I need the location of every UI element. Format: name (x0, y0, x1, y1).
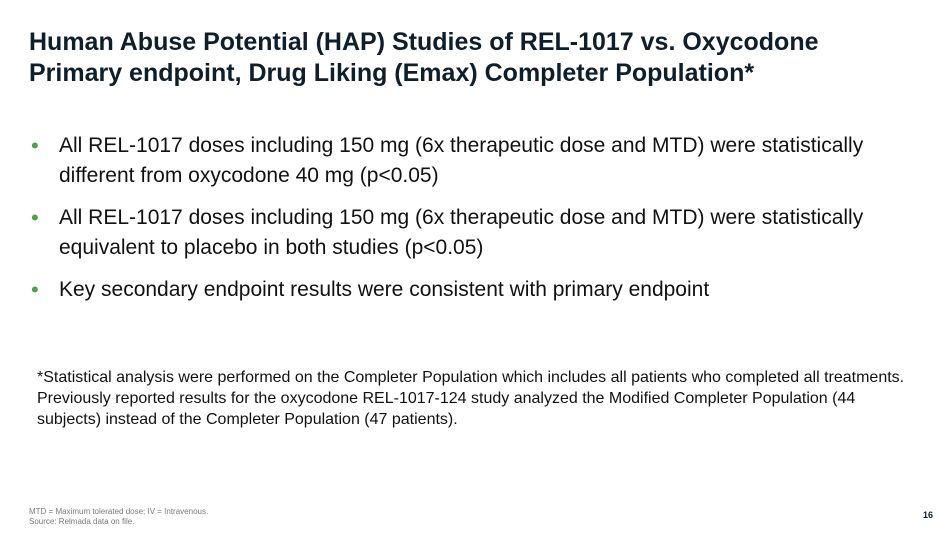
bullet-text: All REL-1017 doses including 150 mg (6x therapeutic dose and MTD) were statistically different from oxycodone 40 mg (p<0.05) (59, 134, 864, 187)
bullet-text: All REL-1017 doses including 150 mg (6x therapeutic dose and MTD) were statistically equivalent to placebo in both studies (p<0.05) (59, 206, 864, 259)
bullet-dot-icon: • (31, 277, 39, 302)
slide-title (29, 27, 929, 89)
slide-title-line-2: Primary endpoint, Drug Liking (Emax) Completer Population* (29, 59, 755, 87)
bullet-item (29, 131, 909, 191)
bullet-item (29, 203, 909, 263)
bullet-item (29, 275, 909, 305)
source-line: Source: Relmada data on file. (29, 517, 135, 526)
bullet-dot-icon: • (31, 205, 39, 230)
slide-title-line-1: Human Abuse Potential (HAP) Studies of REL-1017 vs. Oxycodone (29, 28, 819, 56)
abbreviations-source-note (29, 507, 208, 527)
bullet-dot-icon: • (31, 133, 39, 158)
bullet-list (29, 131, 909, 317)
page-number: 16 (922, 510, 933, 520)
statistical-footnote: *Statistical analysis were performed on the Completer Population which includes all patients who completed all treatments. Previously reported results for the oxycodone REL-1017-124 study analyzed the Modified Completer Population (44 subjects) instead of the Completer Population (47 patients). (37, 369, 905, 428)
bullet-text: Key secondary endpoint results were consistent with primary endpoint (59, 278, 710, 301)
abbreviations-line: MTD = Maximum tolerated dose; IV = Intravenous. (29, 507, 209, 516)
